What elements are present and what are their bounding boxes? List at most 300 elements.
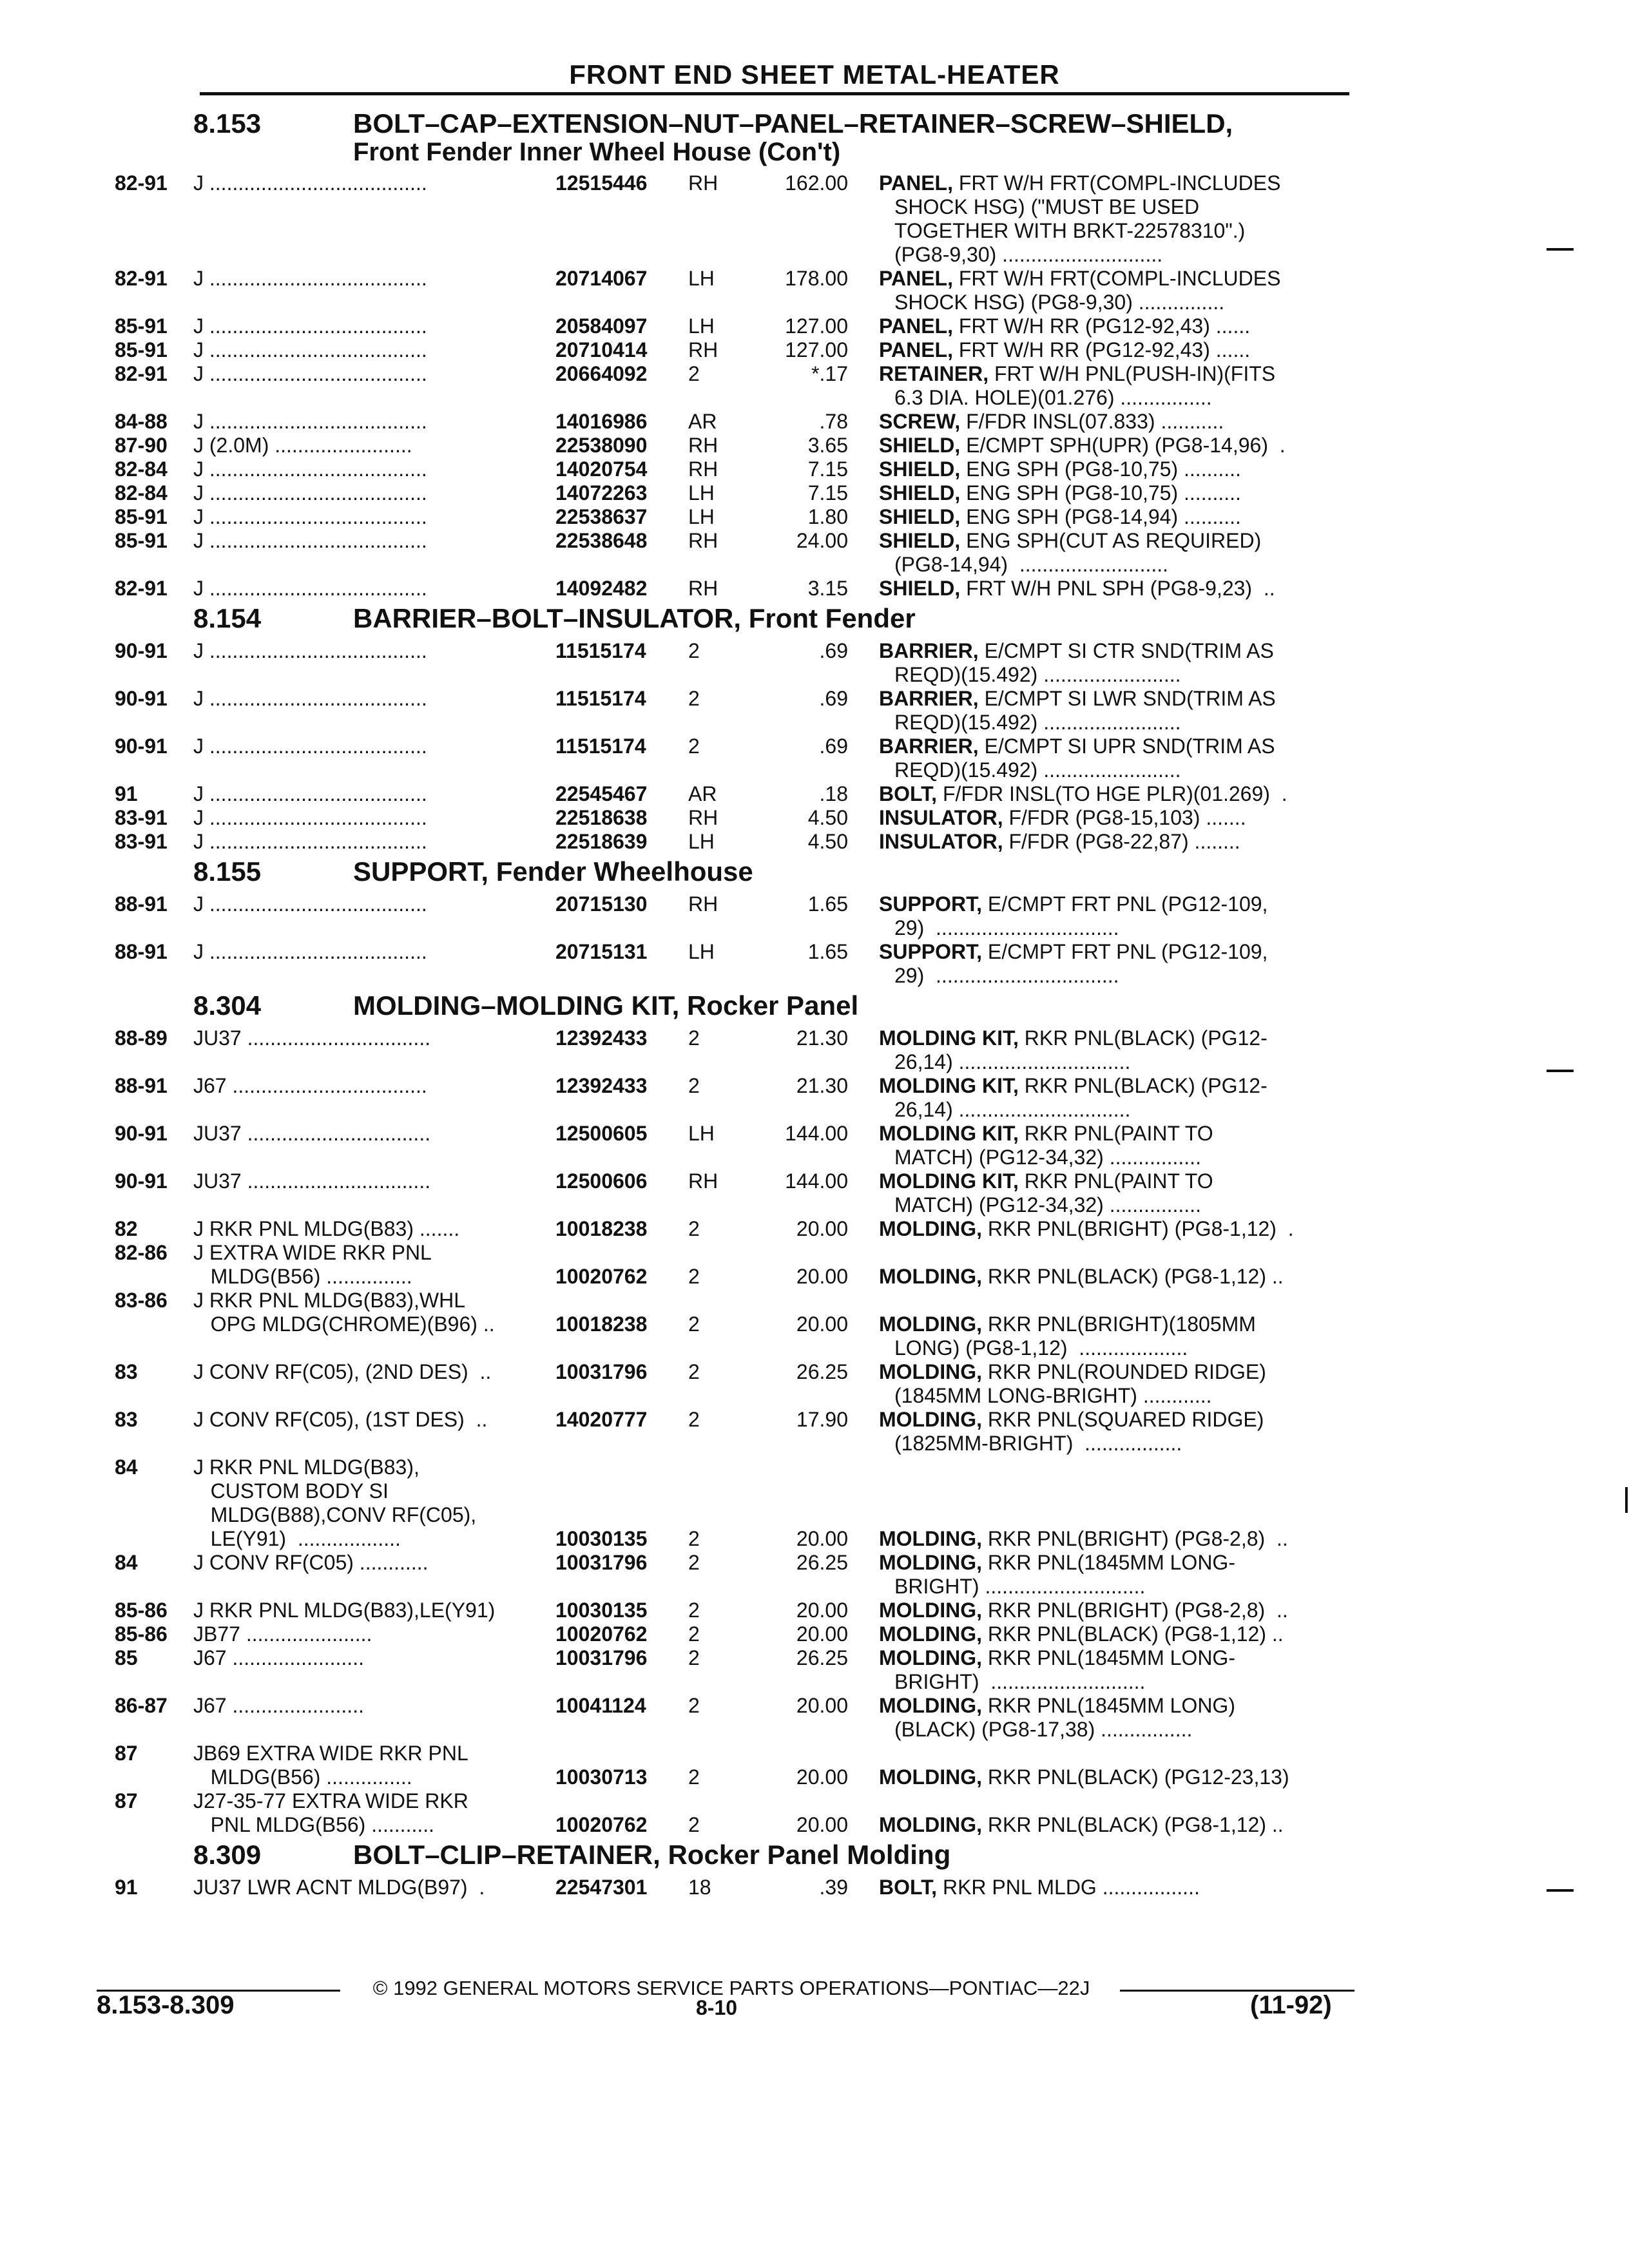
model-designation: J ...................................... xyxy=(193,892,427,916)
description-line xyxy=(879,1646,1351,1670)
part-description xyxy=(879,1694,1351,1742)
part-detail: RKR PNL(1845MM LONG) xyxy=(981,1694,1235,1717)
part-number: 10031796 xyxy=(555,1646,648,1669)
price: 20.00 xyxy=(796,1599,848,1622)
part-detail: F/FDR INSL(07.833) ........... xyxy=(960,410,1224,433)
part-number: 10030713 xyxy=(555,1765,648,1789)
price: 127.00 xyxy=(785,314,848,338)
part-detail: FRT W/H PNL SPH (PG8-9,23) .. xyxy=(960,577,1275,600)
part-description xyxy=(879,529,1351,577)
part-number: 22545467 xyxy=(555,782,648,805)
price: .69 xyxy=(819,687,848,710)
part-name: MOLDING, xyxy=(879,1765,982,1789)
part-number: 20664092 xyxy=(555,362,648,385)
part-number: 14020754 xyxy=(555,457,648,481)
description-line xyxy=(879,1408,1351,1432)
parts-row xyxy=(0,1813,1629,1837)
model-year: 88-91 xyxy=(115,892,168,916)
model-designation: J ...................................... xyxy=(193,940,427,963)
description-line xyxy=(879,1527,1351,1551)
part-detail: RKR PNL(1845MM LONG- xyxy=(981,1551,1235,1574)
parts-row xyxy=(0,1694,1629,1742)
description-line: (1825MM-BRIGHT) ................. xyxy=(894,1432,1182,1455)
price: 26.25 xyxy=(796,1646,848,1669)
part-name: SHIELD, xyxy=(879,529,961,552)
parts-row xyxy=(0,1312,1629,1360)
part-description xyxy=(879,171,1351,267)
model-year: 88-89 xyxy=(115,1026,168,1050)
part-number: 12392433 xyxy=(555,1026,648,1050)
part-number: 10020762 xyxy=(555,1813,648,1836)
quantity: 2 xyxy=(688,1622,700,1646)
price: 162.00 xyxy=(785,171,848,195)
part-description xyxy=(879,782,1351,806)
model-designation: J ...................................... xyxy=(193,577,427,600)
part-number: 10018238 xyxy=(555,1312,648,1336)
part-description xyxy=(879,362,1351,410)
price: 7.15 xyxy=(807,481,848,505)
model-designation: J67 ....................... xyxy=(193,1694,364,1717)
section-title: BARRIER–BOLT–INSULATOR, Front Fender xyxy=(353,603,916,633)
part-name: MOLDING, xyxy=(879,1551,982,1574)
model-year: 90-91 xyxy=(115,1169,168,1193)
price: 20.00 xyxy=(796,1694,848,1717)
price: 20.00 xyxy=(796,1527,848,1550)
description-line xyxy=(879,1312,1351,1336)
quantity: RH xyxy=(688,577,718,600)
model-designation: J ...................................... xyxy=(193,639,427,662)
description-line xyxy=(879,735,1351,758)
model-designation: J67 .................................. xyxy=(193,1074,427,1097)
description-line: MATCH) (PG12-34,32) ................ xyxy=(894,1146,1201,1169)
model-year: 85 xyxy=(115,1646,138,1669)
part-detail: RKR PNL(ROUNDED RIDGE) xyxy=(981,1360,1266,1383)
part-number: 10030135 xyxy=(555,1527,648,1550)
section-title: BOLT–CLIP–RETAINER, Rocker Panel Molding xyxy=(353,1840,951,1870)
part-detail: RKR PNL(BRIGHT) (PG8-2,8) .. xyxy=(981,1527,1288,1550)
description-line: 26,14) .............................. xyxy=(894,1050,1131,1073)
quantity: 2 xyxy=(688,1408,700,1431)
footer-copyright: © 1992 GENERAL MOTORS SERVICE PARTS OPERATIONS—PONTIAC—22J xyxy=(372,1977,1090,1999)
model-year: 86-87 xyxy=(115,1694,168,1717)
part-description xyxy=(879,1074,1351,1122)
description-line: BRIGHT) ............................ xyxy=(894,1575,1146,1598)
section-header xyxy=(0,106,1629,171)
model-designation: JB77 ...................... xyxy=(193,1622,372,1646)
model-designation: JU37 ................................ xyxy=(193,1169,431,1193)
model-year: 90-91 xyxy=(115,687,168,710)
description-line: SHOCK HSG) (PG8-9,30) ............... xyxy=(894,291,1225,314)
description-line xyxy=(879,892,1351,916)
part-detail: E/CMPT SI UPR SND(TRIM AS xyxy=(978,735,1275,758)
description-line xyxy=(879,639,1351,663)
part-description xyxy=(879,314,1351,338)
part-number: 22547301 xyxy=(555,1876,648,1899)
model-designation: J ...................................... xyxy=(193,457,427,481)
part-name: MOLDING, xyxy=(879,1646,982,1669)
model-year: 84-88 xyxy=(115,410,168,433)
description-line xyxy=(879,687,1351,711)
part-name: MOLDING, xyxy=(879,1265,982,1288)
margin-mark xyxy=(1547,1889,1574,1892)
part-description xyxy=(879,1169,1351,1217)
section-subtitle: Front Fender Inner Wheel House (Con't) xyxy=(353,138,841,166)
part-name: MOLDING, xyxy=(879,1599,982,1622)
part-name: MOLDING, xyxy=(879,1408,982,1431)
description-line xyxy=(879,940,1351,964)
description-line xyxy=(879,806,1351,830)
model-designation: JB69 EXTRA WIDE RKR PNL xyxy=(193,1742,468,1765)
part-number: 20715131 xyxy=(555,940,648,963)
part-description xyxy=(879,892,1351,940)
parts-row xyxy=(0,577,1629,601)
quantity: 2 xyxy=(688,1217,700,1240)
model-designation: J (2.0M) ........................ xyxy=(193,434,412,457)
part-description xyxy=(879,1217,1351,1241)
section-title: BOLT–CAP–EXTENSION–NUT–PANEL–RETAINER–SCREW–SHIELD, xyxy=(353,108,1233,139)
model-year: 88-91 xyxy=(115,940,168,963)
quantity: 2 xyxy=(688,1026,700,1050)
model-year: 82-84 xyxy=(115,481,168,505)
quantity: RH xyxy=(688,806,718,829)
quantity: LH xyxy=(688,267,715,290)
quantity: 2 xyxy=(688,1813,700,1836)
parts-row xyxy=(0,1789,1629,1813)
footer-section-range: 8.153-8.309 xyxy=(97,1991,235,2019)
part-name: MOLDING, xyxy=(879,1527,982,1550)
part-description xyxy=(879,830,1351,854)
quantity: RH xyxy=(688,1169,718,1193)
quantity: 2 xyxy=(688,1527,700,1550)
parts-row xyxy=(0,1217,1629,1241)
model-year: 87 xyxy=(115,1789,138,1812)
description-line xyxy=(879,505,1351,529)
model-year: 88-91 xyxy=(115,1074,168,1097)
model-year: 83 xyxy=(115,1360,138,1383)
model-year: 82-91 xyxy=(115,577,168,600)
description-line xyxy=(879,1360,1351,1384)
description-line: 29) ................................ xyxy=(894,964,1119,987)
description-line: BRIGHT) ........................... xyxy=(894,1670,1146,1693)
model-designation: JU37 ................................ xyxy=(193,1122,431,1145)
part-name: RETAINER, xyxy=(879,362,989,385)
description-line xyxy=(879,529,1351,553)
part-number: 22538637 xyxy=(555,505,648,528)
model-year: 83 xyxy=(115,1408,138,1431)
parts-row xyxy=(0,806,1629,830)
price: 144.00 xyxy=(785,1169,848,1193)
description-line: SHOCK HSG) ("MUST BE USED xyxy=(894,195,1200,218)
parts-row xyxy=(0,1503,1629,1527)
model-designation: J27-35-77 EXTRA WIDE RKR xyxy=(193,1789,468,1812)
model-designation: J ...................................... xyxy=(193,171,427,195)
part-description xyxy=(879,735,1351,782)
description-line: TOGETHER WITH BRKT-22578310".) xyxy=(894,219,1246,242)
quantity: LH xyxy=(688,1122,715,1145)
model-year: 84 xyxy=(115,1456,138,1479)
footer-date-code: (11-92) xyxy=(1250,1991,1332,2019)
part-description xyxy=(879,1646,1351,1694)
quantity: 2 xyxy=(688,1599,700,1622)
part-description xyxy=(879,410,1351,434)
description-line xyxy=(879,1265,1351,1289)
price: 20.00 xyxy=(796,1265,848,1288)
parts-row xyxy=(0,687,1629,735)
parts-row xyxy=(0,1765,1629,1789)
parts-row xyxy=(0,1241,1629,1265)
model-year: 85-91 xyxy=(115,338,168,361)
model-year: 85-86 xyxy=(115,1599,168,1622)
price: 1.80 xyxy=(807,505,848,528)
part-name: INSULATOR, xyxy=(879,806,1003,829)
part-detail: FRT W/H PNL(PUSH-IN)(FITS xyxy=(988,362,1276,385)
parts-row xyxy=(0,782,1629,806)
part-number: 22538090 xyxy=(555,434,648,457)
part-name: BOLT, xyxy=(879,1876,938,1899)
part-detail: ENG SPH (PG8-10,75) .......... xyxy=(960,457,1241,481)
part-name: MOLDING, xyxy=(879,1312,982,1336)
model-designation: J RKR PNL MLDG(B83), xyxy=(193,1456,419,1479)
part-description xyxy=(879,338,1351,362)
model-year: 85-86 xyxy=(115,1622,168,1646)
part-name: SUPPORT, xyxy=(879,892,983,916)
part-detail: RKR PNL(BLACK) (PG8-1,12) .. xyxy=(981,1813,1284,1836)
model-designation: J ...................................... xyxy=(193,314,427,338)
price: 3.65 xyxy=(807,434,848,457)
part-number: 14092482 xyxy=(555,577,648,600)
part-detail: RKR PNL(BLACK) (PG8-1,12) .. xyxy=(981,1265,1284,1288)
section-header xyxy=(0,854,1629,892)
part-name: PANEL, xyxy=(879,267,953,290)
price: 178.00 xyxy=(785,267,848,290)
model-designation: J ...................................... xyxy=(193,735,427,758)
model-year: 85-91 xyxy=(115,314,168,338)
part-name: MOLDING, xyxy=(879,1360,982,1383)
quantity: LH xyxy=(688,830,715,853)
description-line xyxy=(879,362,1351,386)
model-designation: JU37 ................................ xyxy=(193,1026,431,1050)
price: 7.15 xyxy=(807,457,848,481)
part-number: 20584097 xyxy=(555,314,648,338)
parts-row xyxy=(0,1551,1629,1599)
model-year: 82 xyxy=(115,1217,138,1240)
parts-row xyxy=(0,1265,1629,1289)
description-line: LONG) (PG8-1,12) ................... xyxy=(894,1336,1188,1360)
part-name: MOLDING, xyxy=(879,1622,982,1646)
section-number: 8.155 xyxy=(193,856,262,887)
description-line xyxy=(879,1813,1351,1837)
page-title: FRONT END SHEET METAL-HEATER xyxy=(569,59,1060,90)
part-detail: RKR PNL(1845MM LONG- xyxy=(981,1646,1235,1669)
part-description xyxy=(879,687,1351,735)
model-designation: J RKR PNL MLDG(B83),WHL xyxy=(193,1289,465,1312)
quantity: 2 xyxy=(688,1646,700,1669)
price: .69 xyxy=(819,735,848,758)
quantity: RH xyxy=(688,892,718,916)
model-designation: J ...................................... xyxy=(193,505,427,528)
model-designation: J ...................................... xyxy=(193,529,427,552)
parts-row xyxy=(0,457,1629,481)
description-line xyxy=(879,1551,1351,1575)
quantity: 2 xyxy=(688,1360,700,1383)
part-number: 12500606 xyxy=(555,1169,648,1193)
parts-row xyxy=(0,1479,1629,1503)
model-designation: MLDG(B88),CONV RF(C05), xyxy=(193,1503,477,1526)
part-name: PANEL, xyxy=(879,338,953,361)
quantity: 2 xyxy=(688,1312,700,1336)
model-designation: J ...................................... xyxy=(193,338,427,361)
part-detail: RKR PNL(PAINT TO xyxy=(1018,1169,1213,1193)
description-line: (1845MM LONG-BRIGHT) ............ xyxy=(894,1384,1212,1407)
model-year: 83-86 xyxy=(115,1289,168,1312)
part-name: BOLT, xyxy=(879,782,938,805)
part-number: 20714067 xyxy=(555,267,648,290)
part-number: 14016986 xyxy=(555,410,648,433)
description-line xyxy=(879,1876,1351,1899)
part-number: 22518639 xyxy=(555,830,648,853)
description-line xyxy=(879,1599,1351,1622)
quantity: 2 xyxy=(688,687,700,710)
description-line xyxy=(879,457,1351,481)
description-line xyxy=(879,434,1351,457)
part-detail: F/FDR INSL(TO HGE PLR)(01.269) . xyxy=(937,782,1287,805)
parts-row xyxy=(0,1074,1629,1122)
part-number: 10020762 xyxy=(555,1265,648,1288)
model-designation: J RKR PNL MLDG(B83) ....... xyxy=(193,1217,460,1240)
part-name: SHIELD, xyxy=(879,481,961,505)
price: 4.50 xyxy=(807,806,848,829)
parts-row xyxy=(0,1456,1629,1479)
part-detail: RKR PNL(BRIGHT) (PG8-1,12) . xyxy=(981,1217,1294,1240)
model-designation: OPG MLDG(CHROME)(B96) .. xyxy=(193,1312,495,1336)
price: 17.90 xyxy=(796,1408,848,1431)
model-designation: J ...................................... xyxy=(193,410,427,433)
price: 26.25 xyxy=(796,1551,848,1574)
quantity: RH xyxy=(688,338,718,361)
part-name: SHIELD, xyxy=(879,434,961,457)
price: .39 xyxy=(819,1876,848,1899)
price: 20.00 xyxy=(796,1765,848,1789)
footer-page-number: 8-10 xyxy=(696,1996,738,2019)
section-number: 8.154 xyxy=(193,603,262,633)
parts-row xyxy=(0,1646,1629,1694)
part-description xyxy=(879,577,1351,601)
part-name: BARRIER, xyxy=(879,639,979,662)
model-year: 91 xyxy=(115,782,138,805)
part-description xyxy=(879,1876,1351,1899)
price: 20.00 xyxy=(796,1217,848,1240)
part-number: 10031796 xyxy=(555,1360,648,1383)
parts-row xyxy=(0,1122,1629,1169)
part-detail: ENG SPH(CUT AS REQUIRED) xyxy=(960,529,1262,552)
model-designation: J ...................................... xyxy=(193,830,427,853)
quantity: 2 xyxy=(688,639,700,662)
parts-row xyxy=(0,171,1629,267)
parts-row xyxy=(0,1742,1629,1765)
price: 4.50 xyxy=(807,830,848,853)
parts-row xyxy=(0,1289,1629,1312)
parts-row xyxy=(0,1169,1629,1217)
parts-row xyxy=(0,505,1629,529)
description-line xyxy=(879,782,1351,806)
part-number: 12392433 xyxy=(555,1074,648,1097)
parts-row xyxy=(0,1360,1629,1408)
description-line xyxy=(879,1622,1351,1646)
description-line: (PG8-9,30) ............................ xyxy=(894,243,1163,266)
model-designation: J ...................................... xyxy=(193,806,427,829)
quantity: 2 xyxy=(688,1265,700,1288)
section-header xyxy=(0,1837,1629,1876)
parts-row xyxy=(0,362,1629,410)
part-name: SHIELD, xyxy=(879,577,961,600)
quantity: LH xyxy=(688,481,715,505)
description-line xyxy=(879,1765,1351,1789)
part-number: 10031796 xyxy=(555,1551,648,1574)
price: 127.00 xyxy=(785,338,848,361)
description-line xyxy=(879,267,1351,291)
quantity: LH xyxy=(688,940,715,963)
description-line xyxy=(879,1122,1351,1146)
quantity: AR xyxy=(688,410,717,433)
section-number: 8.304 xyxy=(193,990,262,1021)
part-detail: ENG SPH (PG8-10,75) .......... xyxy=(960,481,1241,505)
part-number: 14020777 xyxy=(555,1408,648,1431)
part-description xyxy=(879,1360,1351,1408)
part-number: 10018238 xyxy=(555,1217,648,1240)
part-name: MOLDING KIT, xyxy=(879,1074,1019,1097)
quantity: 2 xyxy=(688,1694,700,1717)
part-detail: F/FDR (PG8-15,103) ....... xyxy=(1003,806,1246,829)
model-year: 90-91 xyxy=(115,735,168,758)
header-rule xyxy=(200,92,1349,95)
part-detail: F/FDR (PG8-22,87) ........ xyxy=(1003,830,1240,853)
part-detail: FRT W/H FRT(COMPL-INCLUDES xyxy=(952,171,1281,195)
part-detail: RKR PNL(PAINT TO xyxy=(1018,1122,1213,1145)
model-designation: J CONV RF(C05) ............ xyxy=(193,1551,429,1574)
quantity: RH xyxy=(688,434,718,457)
price: 20.00 xyxy=(796,1622,848,1646)
description-line xyxy=(879,314,1351,338)
part-name: BARRIER, xyxy=(879,687,979,710)
description-line: REQD)(15.492) ........................ xyxy=(894,711,1181,734)
model-designation: J RKR PNL MLDG(B83),LE(Y91) xyxy=(193,1599,496,1622)
price: 20.00 xyxy=(796,1813,848,1836)
part-description xyxy=(879,1551,1351,1599)
part-name: MOLDING KIT, xyxy=(879,1122,1019,1145)
price: .18 xyxy=(819,782,848,805)
part-name: SHIELD, xyxy=(879,505,961,528)
parts-row xyxy=(0,1876,1629,1899)
part-description xyxy=(879,1312,1351,1360)
model-designation: J CONV RF(C05), (2ND DES) .. xyxy=(193,1360,492,1383)
part-description xyxy=(879,806,1351,830)
description-line: (PG8-14,94) .......................... xyxy=(894,553,1169,576)
quantity: 2 xyxy=(688,735,700,758)
model-designation: MLDG(B56) ............... xyxy=(193,1765,412,1789)
part-number: 11515174 xyxy=(555,687,646,710)
parts-row xyxy=(0,639,1629,687)
part-number: 11515174 xyxy=(555,735,646,758)
part-number: 22538648 xyxy=(555,529,648,552)
part-detail: FRT W/H RR (PG12-92,43) ...... xyxy=(952,314,1251,338)
model-designation: LE(Y91) .................. xyxy=(193,1527,401,1550)
part-detail: RKR PNL(BLACK) (PG12-23,13) xyxy=(981,1765,1289,1789)
part-name: BARRIER, xyxy=(879,735,979,758)
parts-row xyxy=(0,1622,1629,1646)
part-description xyxy=(879,1408,1351,1456)
part-description xyxy=(879,940,1351,988)
section-number: 8.309 xyxy=(193,1840,262,1870)
